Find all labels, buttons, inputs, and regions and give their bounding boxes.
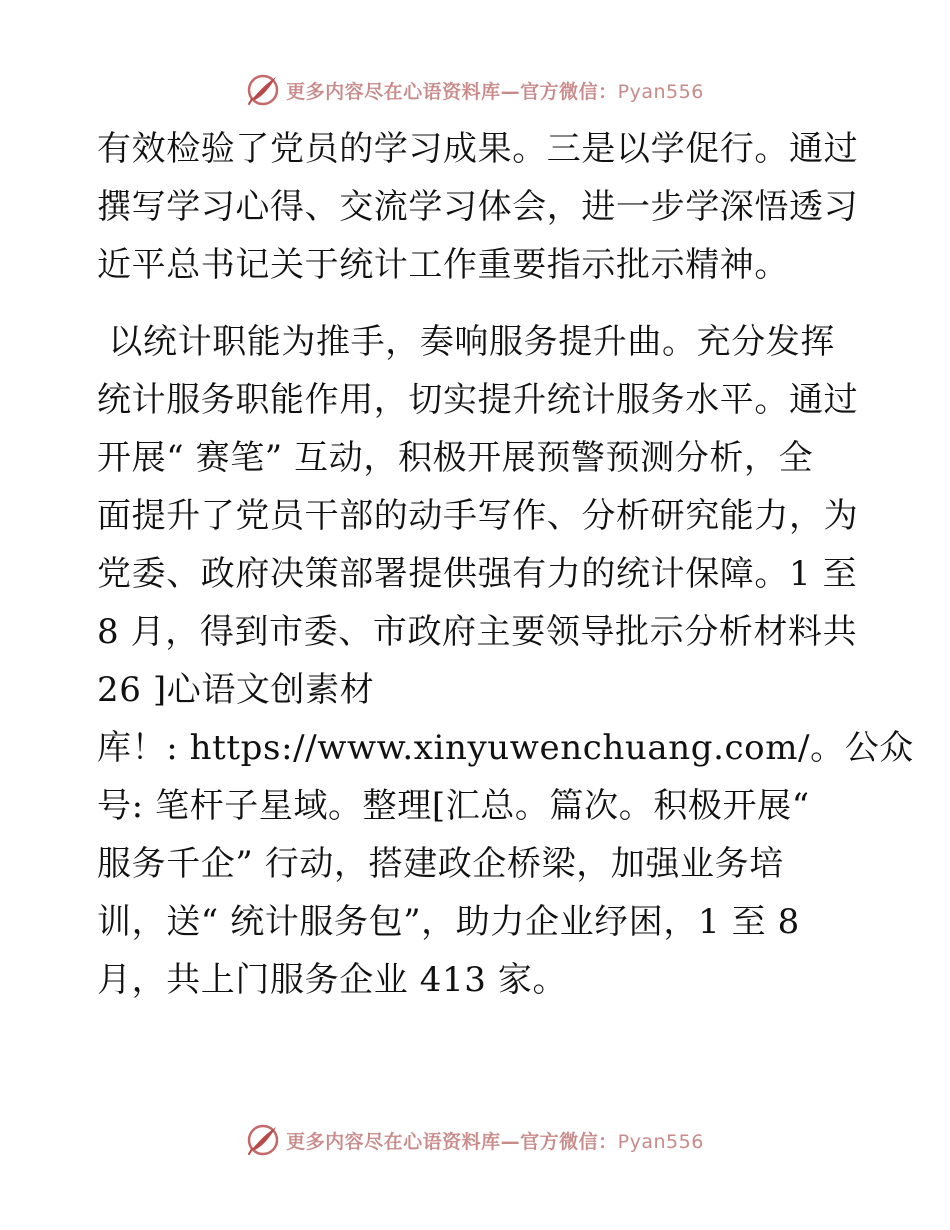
text-line: 月，共上门服务企业 413 家。	[97, 960, 568, 1000]
watermark-text	[286, 1127, 704, 1154]
quill-pen-logo-icon	[246, 73, 280, 107]
document-body	[97, 120, 914, 1009]
text-line: 训，送“ 统计服务包”，助力企业纾困，1 至 8	[97, 902, 800, 942]
text-line: 以统计职能为推手，奏响服务提升曲。充分发挥	[97, 322, 836, 362]
watermark-wechat-id: Pyan556	[617, 1130, 704, 1153]
header-watermark	[0, 70, 950, 110]
text-line: 26 ]心语文创素材	[97, 670, 375, 710]
text-line: 库！: https://www.xinyuwenchuang.com/。公众	[97, 728, 914, 768]
watermark-main-text: 更多内容尽在心语资料库—官方微信：	[286, 1130, 618, 1153]
paragraph-2	[97, 313, 914, 1009]
text-line: 8 月，得到市委、市政府主要领导批示分析材料共	[97, 612, 858, 652]
text-line: 有效检验了党员的学习成果。三是以学促行。通过	[97, 129, 859, 169]
paragraph-1	[97, 120, 857, 294]
text-line: 撰写学习心得、交流学习体会，进一步学深悟透习	[97, 187, 859, 227]
text-line: 统计服务职能作用，切实提升统计服务水平。通过	[97, 380, 859, 420]
text-line: 近平总书记关于统计工作重要指示批示精神。	[97, 245, 789, 285]
watermark-main-text: 更多内容尽在心语资料库—官方微信：	[286, 80, 618, 103]
footer-watermark	[0, 1120, 950, 1160]
text-line: 开展“ 赛笔” 互动，积极开展预警预测分析，全	[97, 438, 814, 478]
watermark-text	[286, 77, 704, 104]
text-line: 面提升了党员干部的动手写作、分析研究能力，为	[97, 496, 859, 536]
text-line: 服务千企” 行动，搭建政企桥梁，加强业务培	[97, 844, 784, 884]
text-line: 党委、政府决策部署提供强有力的统计保障。1 至	[97, 554, 858, 594]
text-line: 号: 笔杆子星域。整理[汇总。篇次。积极开展“	[97, 786, 810, 826]
watermark-wechat-id: Pyan556	[617, 80, 704, 103]
quill-pen-logo-icon	[246, 1123, 280, 1157]
